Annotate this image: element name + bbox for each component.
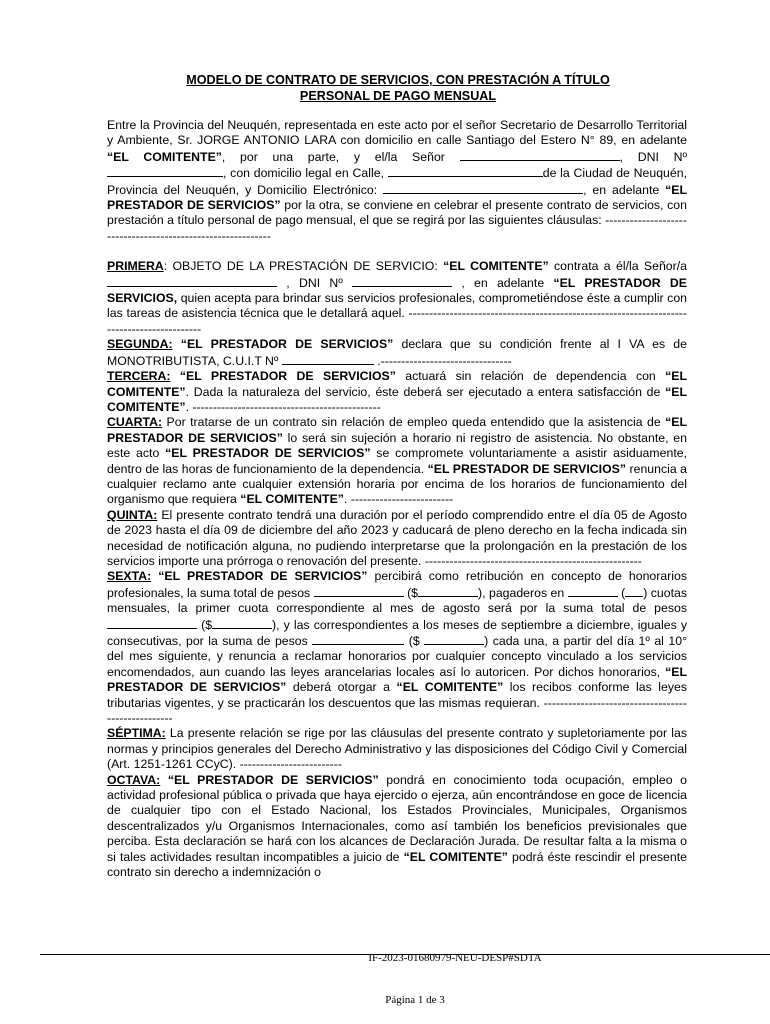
clause-heading: SÉPTIMA:	[107, 726, 166, 741]
prestador-label: “EL PRESTADOR DE SERVICIOS”	[107, 664, 687, 695]
clause-text: ), y las correspondientes a los meses de septiembre a diciembre, iguales y consecutivas, por la suma de pesos	[107, 617, 687, 648]
clause-primera	[107, 259, 687, 337]
clause-heading: OCTAVA:	[107, 772, 161, 787]
clause-text: . -------------------------	[343, 492, 454, 507]
comitente-label: “EL COMITENTE”	[107, 149, 222, 164]
comitente-label: “EL COMITENTE”	[443, 259, 549, 274]
clause-text: : OBJETO DE LA PRESTACIÓN DE SERVICIO:	[163, 259, 444, 274]
clause-text: percibirá como retribución en concepto de honorarios profesionales, la suma total de pesos	[107, 569, 687, 600]
clause-heading: QUINTA:	[107, 507, 158, 522]
comitente-label: “EL COMITENTE”	[107, 369, 687, 399]
clause-tercera	[107, 369, 687, 415]
prestador-label: “EL PRESTADOR DE SERVICIOS”	[170, 369, 396, 384]
intro-text: por la otra, se conviene en celebrar el presente contrato de servicios, con prestación a título personal de pago mensual, el que se regirá por las siguientes cláusulas: ------------------------------------------------------------	[107, 198, 687, 243]
blank-amount-words-field[interactable]	[314, 585, 404, 597]
comitente-label: “EL COMITENTE”	[396, 680, 504, 695]
clause-text: ), pagaderos en	[478, 585, 568, 600]
blank-first-amount-field[interactable]	[212, 617, 272, 629]
clause-text: .--------------------------------	[373, 353, 512, 368]
document-title	[106, 72, 690, 104]
intro-text: , en adelante	[583, 182, 666, 197]
clause-text: deberá otorgar a	[286, 680, 397, 695]
clause-text: . ----------------------------------------------	[185, 399, 381, 414]
clause-text: pondrá en conocimiento toda ocupación, empleo o actividad profesional pública o privada que haya ejercido o ejerza, aún encontrándose en goce de licencia de cualquier tipo con el Estado Nacional, los Estados Provinciales, Municipales, Organismos descentralizados y/u Organismos Internacionales, como así también los beneficios previsionales que perciba. Esta declaración se hará con los alcances de Declaración Jurada. De resultar falta a la misma o si tales actividades resultan incompatibles a juicio de	[107, 772, 688, 864]
blank-email-field[interactable]	[383, 182, 583, 194]
clause-heading: PRIMERA	[107, 259, 164, 274]
prestador-label: “EL PRESTADOR DE SERVICIOS”	[172, 337, 394, 352]
blank-monthly-amount-words-field[interactable]	[312, 633, 404, 645]
intro-text: de la Ciudad de Neuquén, Provincia del Neuquén, y Domicilio Electrónico:	[107, 166, 687, 197]
intro-text: , por una parte, y el/la Señor	[221, 149, 460, 164]
clause-quinta	[107, 508, 687, 570]
intro-text: Entre la Provincia del Neuquén, representada en este acto por el señor Secretario de Desarrollo Territorial y Ambiente, Sr. JORGE ANTONIO LARA con domicilio en calle Santiago del Estero N° 89, en adelante	[107, 118, 687, 148]
clause-text: ($	[403, 585, 419, 600]
blank-name-field[interactable]	[107, 275, 277, 287]
blank-dni-field[interactable]	[107, 165, 223, 177]
clause-text: se compromete voluntariamente a asistir asiduamente, dentro de las horas de funcionamiento de la dependencia.	[107, 446, 687, 476]
clause-text: lo será sin sujeción a horario ni registro de asistencia. No obstante, en este acto	[107, 430, 687, 461]
page-number: Página 1 de 3	[385, 994, 445, 1006]
blank-monthly-amount-field[interactable]	[424, 633, 484, 645]
clause-text: contrata a él/la Señor/a	[548, 259, 687, 274]
blank-first-amount-words-field[interactable]	[107, 617, 197, 629]
clause-text: . Dada la naturaleza del servicio, éste deberá ser ejecutado a entera satisfacción de	[185, 384, 666, 399]
clause-octava	[107, 773, 687, 881]
clause-text: los recibos conforme las leyes tributarias vigentes, y se practicarán los descuentos que las mismas requieran. ---------------------------------------------------	[107, 680, 687, 726]
blank-amount-field[interactable]	[418, 585, 478, 597]
blank-cuit-field[interactable]	[282, 353, 374, 365]
blank-name-field[interactable]	[460, 149, 620, 161]
clause-text: El presente contrato tendrá una duración por el período comprendido entre el día 05 de Agosto de 2023 hasta el día 09 de diciembre del año 2023 y caducará de pleno derecho en la fecha indicada sin necesidad de notificación alguna, no pudiendo interpretarse que la prolongación en la prestación de los servicios importe una prórroga o renovación del presente. -----------------------------------------------------	[107, 507, 687, 568]
intro-text: , con domicilio legal en Calle,	[223, 166, 388, 181]
comitente-label: “EL COMITENTE”	[107, 384, 687, 414]
clause-text: La presente relación se rige por las cláusulas del presente contrato y supletoriamente por las normas y principios generales del Derecho Administrativo y las disposiciones del Código Civil y Comercial (Art. 1251-1261 CCyC). -------------------------	[107, 726, 687, 772]
clause-text: Por tratarse de un contrato sin relación de empleo queda entendido que la asistencia de	[162, 415, 666, 430]
prestador-label: “EL PRESTADOR DE SERVICIOS”	[107, 182, 687, 213]
clause-text: , DNI Nº	[277, 275, 353, 290]
clause-text: ($	[197, 617, 213, 632]
clause-heading: TERCERA:	[107, 369, 171, 384]
clause-text: renuncia a cualquier reclamo ante cualquier extensión horaria por encima de los horarios de funcionamiento del organismo que requiera	[107, 461, 688, 507]
prestador-label: “EL PRESTADOR DE SERVICIOS”	[165, 446, 371, 461]
clause-text: ) cada una, a partir del día 1º al 10° del mes siguiente, y renuncia a reclamar honorarios por cualquier concepto vinculado a los servicios encomendados, aun cuando las leyes arancelarias locales así lo autoricen. Por dichos honorarios,	[107, 634, 687, 679]
title-line-2: PERSONAL DE PAGO MENSUAL	[299, 89, 497, 103]
blank-address-field[interactable]	[388, 165, 543, 177]
clause-heading: SEGUNDA:	[107, 337, 173, 352]
prestador-label: “EL PRESTADOR DE SERVICIOS”	[427, 461, 627, 476]
prestador-label: “EL PRESTADOR DE SERVICIOS,	[107, 275, 687, 306]
clause-text: podrá éste rescindir el presente contrato sin derecho a indemnización o	[107, 849, 687, 880]
clause-text: declara que su condición frente al I VA es de MONOTRIBUTISTA, C.U.I.T Nº	[107, 337, 687, 368]
blank-installments-field[interactable]	[625, 585, 643, 597]
prestador-label: “EL PRESTADOR DE SERVICIOS”	[151, 569, 368, 584]
comitente-label: “EL COMITENTE”	[403, 849, 508, 864]
clause-cuarta	[107, 415, 687, 507]
clause-heading: CUARTA:	[107, 415, 163, 430]
clause-text: actuará sin relación de dependencia con	[395, 369, 666, 384]
document-body	[107, 118, 687, 881]
clause-segunda	[107, 337, 687, 369]
clause-heading: SEXTA:	[107, 569, 152, 584]
clause-text: ($	[404, 634, 425, 648]
blank-installments-words-field[interactable]	[568, 585, 618, 597]
intro-paragraph	[107, 118, 687, 244]
clause-text: ) cuotas mensuales, la primer cuota correspondiente al mes de agosto será por la suma total de pesos	[107, 585, 687, 616]
clause-sexta	[107, 569, 687, 726]
intro-text: , DNI Nº	[619, 149, 687, 164]
prestador-label: “EL PRESTADOR DE SERVICIOS”	[107, 415, 687, 445]
title-line-1: MODELO DE CONTRATO DE SERVICIOS, CON PRESTACIÓN A TÍTULO	[186, 73, 610, 87]
document-identifier: IF-2023-01680979-NEU-DESP#SDTA	[368, 952, 542, 964]
clause-text: , en adelante	[452, 275, 554, 290]
clause-text: quien acepta para brindar sus servicios profesionales, comprometiéndose éste a cumplir con las tareas de asistencia técnica que le detallará aquel. -------------------------------------------------------------------------------------------	[107, 291, 687, 336]
comitente-label: “EL COMITENTE”	[240, 492, 344, 507]
prestador-label: “EL PRESTADOR DE SERVICIOS”	[160, 772, 379, 787]
clause-text: (	[617, 585, 626, 600]
blank-dni-field[interactable]	[352, 275, 452, 287]
clause-septima	[107, 726, 687, 772]
